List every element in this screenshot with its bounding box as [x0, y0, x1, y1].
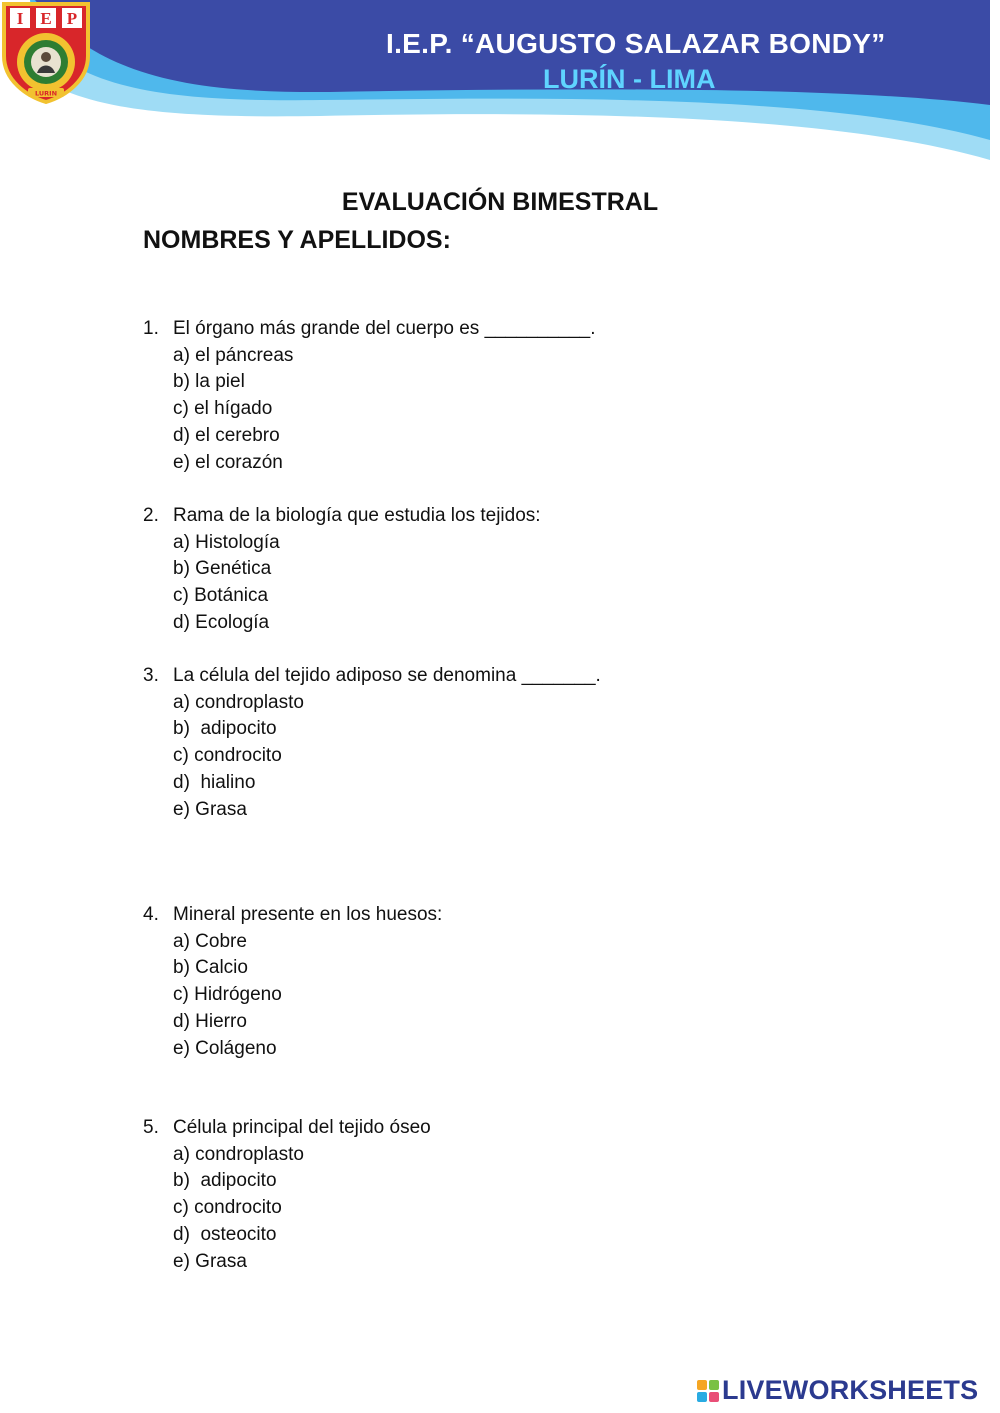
answer-option-e[interactable]: e) Grasa	[173, 798, 247, 820]
liveworksheets-icon	[697, 1380, 719, 1402]
answer-option-d[interactable]: d) hialino	[173, 771, 256, 793]
question-stem	[143, 663, 601, 690]
student-name-label: NOMBRES Y APELLIDOS:	[143, 226, 451, 254]
question-3	[143, 663, 601, 823]
school-location: LURÍN - LIMA	[543, 64, 716, 94]
school-name: I.E.P. “AUGUSTO SALAZAR BONDY”	[386, 28, 886, 59]
answer-option-a[interactable]: a) el páncreas	[173, 344, 294, 366]
answer-option-e[interactable]: e) Colágeno	[173, 1037, 277, 1059]
question-number: 5.	[143, 1117, 159, 1138]
answer-option-a[interactable]: a) Cobre	[173, 930, 247, 952]
crest-letter-i: I	[16, 9, 24, 28]
question-number: 4.	[143, 904, 159, 925]
answer-option-d[interactable]: d) el cerebro	[173, 424, 280, 446]
answer-option-c[interactable]: c) condrocito	[173, 745, 282, 767]
answer-option-d[interactable]: d) Hierro	[173, 1010, 247, 1032]
question-4	[143, 902, 442, 1062]
answer-option-a[interactable]: a) condroplasto	[173, 1143, 304, 1165]
answer-option-b[interactable]: b) Genética	[173, 558, 272, 580]
question-stem	[143, 902, 442, 929]
question-2	[143, 503, 541, 637]
question-number: 1.	[143, 318, 159, 339]
answer-option-d[interactable]: d) osteocito	[173, 1223, 277, 1245]
answer-option-b[interactable]: b) la piel	[173, 371, 245, 393]
page-title: EVALUACIÓN BIMESTRAL	[341, 188, 659, 216]
answer-option-c[interactable]: c) Hidrógeno	[173, 984, 282, 1006]
crest-letter-e: E	[40, 9, 52, 28]
answer-option-b[interactable]: b) adipocito	[173, 718, 277, 740]
crest-letter-p: P	[66, 9, 78, 28]
answer-option-e[interactable]: e) Grasa	[173, 1250, 247, 1272]
question-text: Célula principal del tejido óseo	[173, 1117, 431, 1138]
answer-option-a[interactable]: a) condroplasto	[173, 691, 304, 713]
question-text: La célula del tejido adiposo se denomina _______.	[173, 665, 601, 686]
question-number: 2.	[143, 505, 159, 526]
question-5	[143, 1115, 431, 1275]
question-text: Rama de la biología que estudia los tejidos:	[173, 505, 541, 526]
question-stem	[143, 503, 541, 530]
school-header-banner	[0, 0, 1000, 170]
answer-option-c[interactable]: c) Botánica	[173, 585, 269, 607]
answer-option-d[interactable]: d) Ecología	[173, 611, 270, 633]
liveworksheets-wordmark: LIVEWORKSHEETS	[722, 1375, 979, 1405]
question-stem	[143, 1115, 431, 1142]
answer-option-b[interactable]: b) adipocito	[173, 1170, 277, 1192]
question-number: 3.	[143, 665, 159, 686]
answer-option-b[interactable]: b) Calcio	[173, 957, 248, 979]
liveworksheets-watermark	[697, 1375, 978, 1406]
question-text: Mineral presente en los huesos:	[173, 904, 443, 925]
crest-motto-text: LURIN	[34, 89, 58, 98]
answer-option-a[interactable]: a) Histología	[173, 531, 280, 553]
question-1	[143, 316, 596, 476]
question-text: El órgano más grande del cuerpo es __________.	[173, 318, 596, 339]
question-stem	[143, 316, 596, 343]
header-wave-graphic	[0, 0, 1000, 170]
school-crest-logo	[0, 0, 92, 104]
answer-option-c[interactable]: c) el hígado	[173, 398, 273, 420]
answer-option-c[interactable]: c) condrocito	[173, 1197, 282, 1219]
answer-option-e[interactable]: e) el corazón	[173, 451, 283, 473]
